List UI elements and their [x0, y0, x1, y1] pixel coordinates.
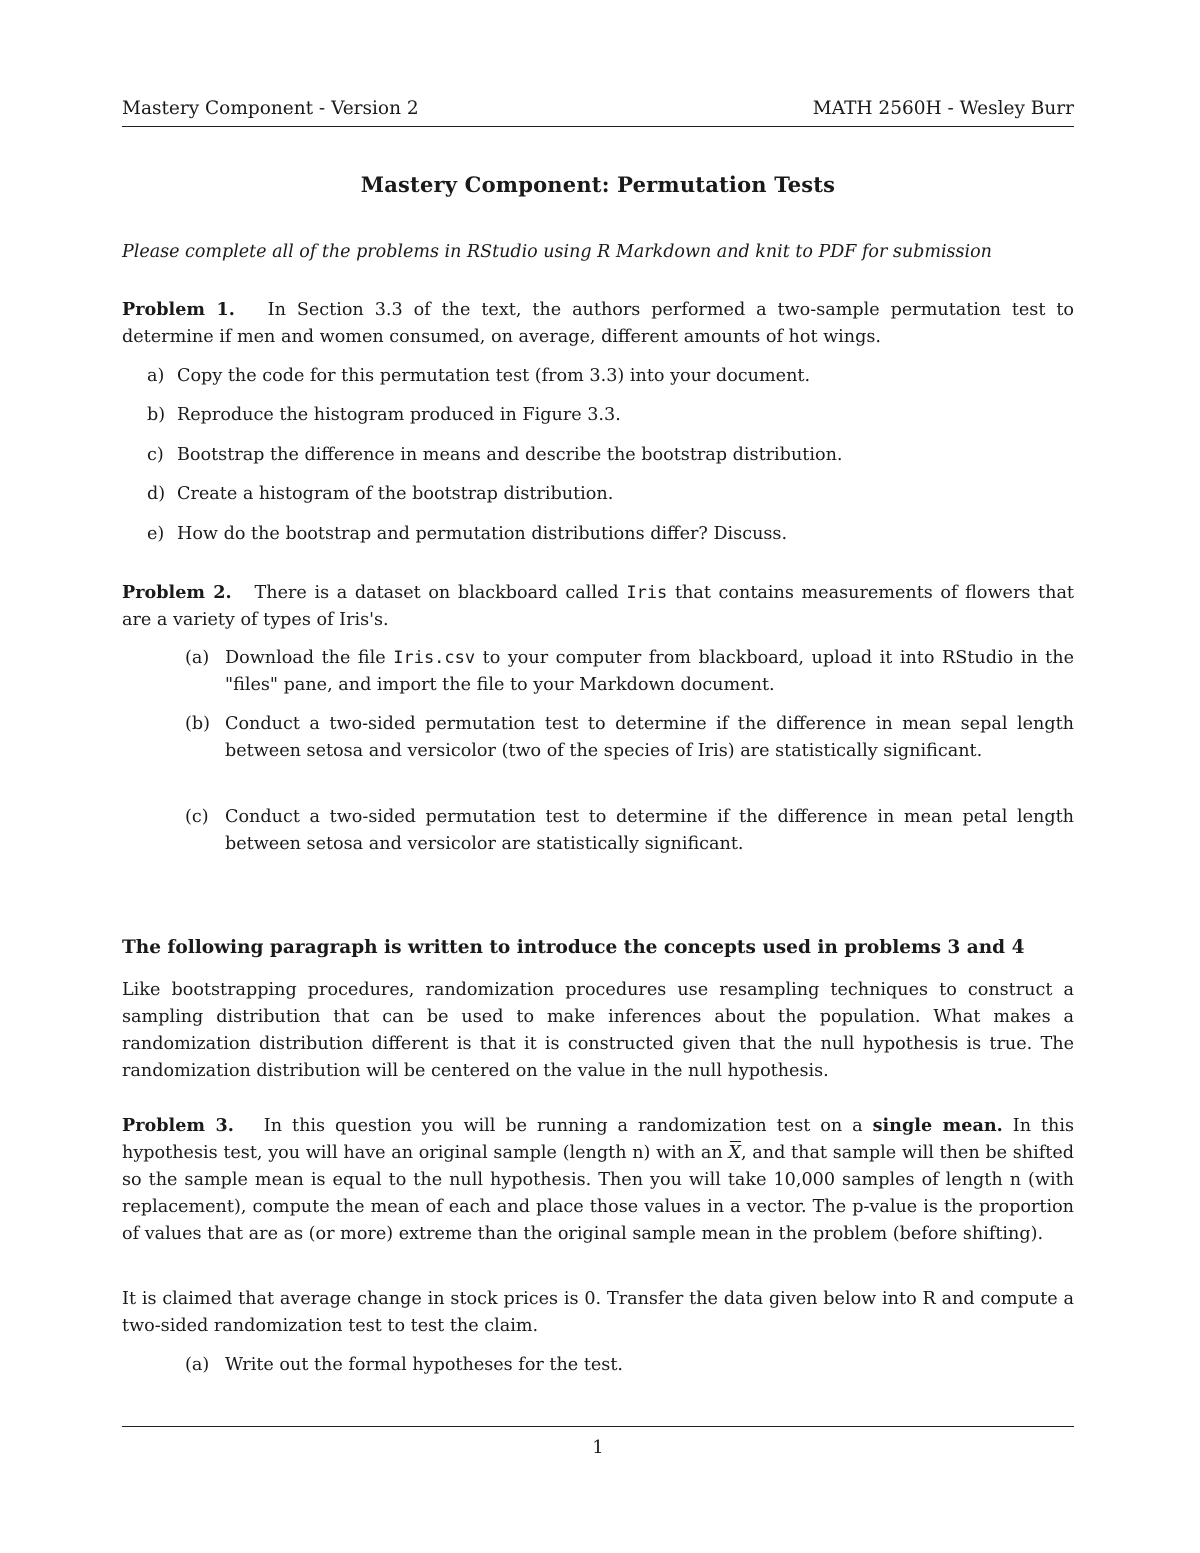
- item-text: Create a histogram of the bootstrap distribution.: [177, 484, 614, 504]
- problem-3-bold-term: single mean.: [872, 1115, 1003, 1136]
- item-text-start: Download the file: [225, 648, 386, 668]
- problem-2-body-end: that contains measurements of flowers that are a variety of types of Iris's.: [122, 583, 1075, 630]
- item-text: Conduct a two-sided permutation test to determine if the difference in mean sepal length between setosa and versicolor (two of the species of Iris) are statistically significant.: [225, 714, 1074, 761]
- intro-heading: The following paragraph is written to introduce the concepts used in problems 3 and 4: [122, 937, 1025, 958]
- problem-2-body-start: There is a dataset on blackboard called: [254, 583, 619, 603]
- problem-3-label: Problem 3.: [122, 1115, 234, 1136]
- header-right: MATH 2560H - Wesley Burr: [812, 98, 1074, 119]
- page-number: 1: [592, 1437, 604, 1458]
- problem-1-item-a: [147, 363, 1074, 390]
- problem-2-label: Problem 2.: [122, 582, 232, 603]
- problem-1-item-d: [147, 481, 1074, 508]
- item-label: d): [147, 484, 166, 504]
- item-label: (c): [185, 807, 209, 827]
- problem-3-claim: It is claimed that average change in stock prices is 0. Transfer the data given below into R and compute a two-sided randomization test to test the claim.: [122, 1289, 1074, 1336]
- intro-paragraph: Like bootstrapping procedures, randomization procedures use resampling techniques to construct a sampling distribution that can be used to make inferences about the population. What makes a randomization distribution different is that it is constructed given that the null hypothesis is true. The randomization distribution will be centered on the value in the null hypothesis.: [122, 980, 1074, 1081]
- item-text: Write out the formal hypotheses for the test.: [225, 1355, 623, 1375]
- item-text: Conduct a two-sided permutation test to determine if the difference in mean petal length between setosa and versicolor are statistically significant.: [225, 807, 1074, 854]
- problem-1-item-e: [147, 521, 1074, 548]
- problem-3-body-start: In this question you will be running a randomization test on a: [263, 1116, 863, 1136]
- problem-3-body-end: , and that sample will then be shifted so the sample mean is equal to the null hypothesis. Then you will take 10,000 samples of length n (with replacement), compute the mean of each and place those values in a vector. The p-value is the proportion of values that are as (or more) extreme than the original sample mean in the problem (before shifting).: [122, 1143, 1074, 1244]
- problem-1-body: In Section 3.3 of the text, the authors performed a two-sample permutation test to determine if men and women consumed, on average, different amounts of hot wings.: [122, 300, 1074, 347]
- item-text-end: to your computer from blackboard, upload it into RStudio in the "files" pane, and import the file to your Markdown document.: [225, 648, 1074, 695]
- problem-2-item-c: [185, 804, 1074, 858]
- problem-2-item-b: [185, 711, 1074, 765]
- item-text: Reproduce the histogram produced in Figure 3.3.: [177, 405, 621, 425]
- problem-3-text: [122, 1112, 1074, 1248]
- problem-1-item-c: [147, 442, 1074, 469]
- item-label: (a): [185, 648, 210, 668]
- problem-3-item-a: [185, 1352, 1074, 1379]
- item-label: (b): [185, 714, 210, 734]
- item-text: Bootstrap the difference in means and describe the bootstrap distribution.: [177, 445, 843, 465]
- item-text: Copy the code for this permutation test (from 3.3) into your document.: [177, 366, 811, 386]
- item-label: a): [147, 366, 165, 386]
- item-label: b): [147, 405, 166, 425]
- page-header: [122, 96, 1074, 127]
- problem-1-label: Problem 1.: [122, 299, 235, 320]
- x-bar-symbol: X: [728, 1140, 741, 1167]
- item-label: e): [147, 524, 165, 544]
- instructions: Please complete all of the problems in RStudio using R Markdown and knit to PDF for submission: [122, 242, 992, 262]
- problem-1-item-b: [147, 402, 1074, 429]
- dataset-name: Iris: [626, 583, 668, 603]
- item-label: (a): [185, 1355, 210, 1375]
- header-left: Mastery Component - Version 2: [122, 98, 419, 119]
- file-name: Iris.csv: [393, 648, 476, 668]
- problem-2-item-a: [185, 645, 1074, 699]
- item-text: How do the bootstrap and permutation distributions differ? Discuss.: [177, 524, 788, 544]
- problem-3-body-mid: In this hypothesis test, you will have an original sample (length n) with an: [122, 1116, 1075, 1163]
- footer-rule: [122, 1426, 1074, 1427]
- item-label: c): [147, 445, 164, 465]
- document-title: Mastery Component: Permutation Tests: [360, 172, 836, 197]
- problem-1-text: [122, 296, 1074, 351]
- problem-2-text: [122, 579, 1074, 634]
